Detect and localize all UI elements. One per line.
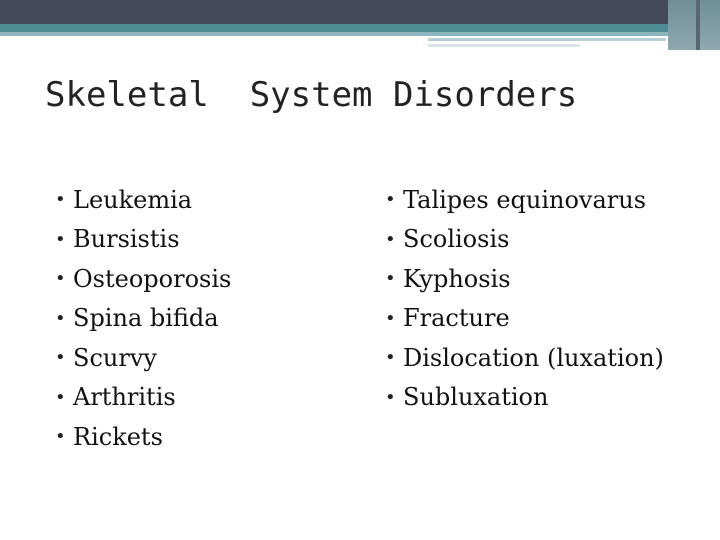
list-item [385,338,705,378]
list-item-label: Leukemia [73,185,193,214]
right-decorative-notch [696,0,700,50]
bullet-icon: • [55,189,66,211]
list-item-label: Subluxation [403,383,549,412]
list-item [55,378,325,418]
bullet-icon: • [385,268,396,290]
bullet-icon: • [385,347,396,369]
list-item [385,299,705,339]
bullet-icon: • [385,228,396,250]
left-disorder-list [55,180,325,457]
bullet-icon: • [385,307,396,329]
right-disorder-list [385,180,705,417]
list-item-label: Scurvy [73,343,157,372]
list-item-label: Kyphosis [403,264,511,293]
list-item-label: Bursistis [73,225,180,254]
list-item [55,417,325,457]
list-item-label: Talipes equinovarus [403,185,647,214]
list-item-label: Arthritis [73,383,176,412]
top-light-teal-bar [0,32,720,36]
bullet-icon: • [55,426,66,448]
bullet-icon: • [55,347,66,369]
list-item [55,299,325,339]
list-item [55,220,325,260]
top-teal-bar [0,24,720,32]
list-item [385,180,705,220]
list-item [385,220,705,260]
bullet-icon: • [385,189,396,211]
list-item [55,259,325,299]
list-item-label: Spina bifida [73,304,219,333]
slide-title: Skeletal System Disorders [45,75,578,115]
bullet-icon: • [55,228,66,250]
accent-line-secondary [428,44,580,47]
list-item-label: Scoliosis [403,225,510,254]
list-item [55,180,325,220]
list-item-label: Fracture [403,304,510,333]
bullet-icon: • [385,386,396,408]
bullet-icon: • [55,386,66,408]
list-item [385,378,705,418]
right-decorative-tab [668,0,720,50]
list-item [55,338,325,378]
bullet-icon: • [55,268,66,290]
list-item-label: Osteoporosis [73,264,232,293]
list-item [385,259,705,299]
bullet-icon: • [55,307,66,329]
list-item-label: Dislocation (luxation) [403,343,664,372]
accent-line-primary [428,38,666,41]
list-item-label: Rickets [73,422,163,451]
top-dark-bar [0,0,720,24]
